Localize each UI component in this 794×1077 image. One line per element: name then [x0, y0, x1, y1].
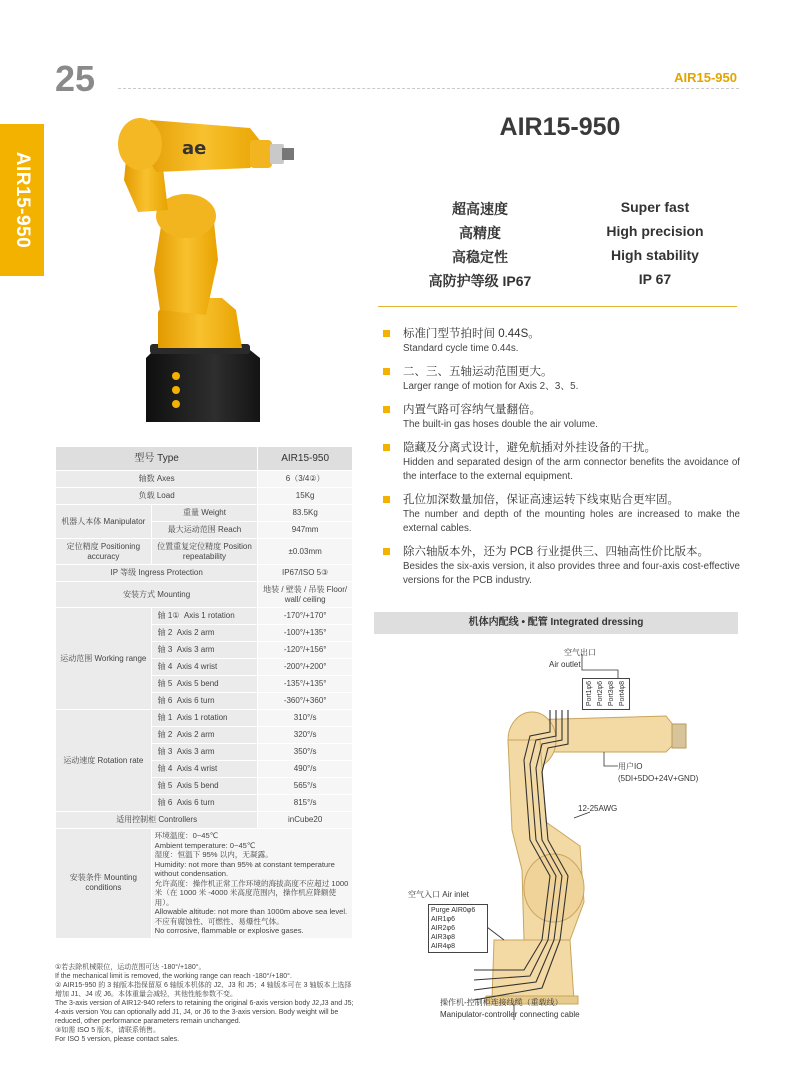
- row-value: 350°/s: [258, 744, 353, 761]
- inlet-label: Purge AIR0φ6: [431, 907, 476, 914]
- row-label: 重量 Weight: [151, 505, 258, 522]
- axis-cn: 轴 1①: [157, 611, 180, 620]
- row-value: IP67/ISO 5③: [258, 565, 353, 582]
- bullet-cn: 孔位加深数量加倍，保证高速运转下线束贴合更牢固。: [403, 494, 679, 506]
- axis-cell: [151, 727, 258, 744]
- footnote-line: The 3-axis version of AIR12-940 refers to retaining the original 6-axis version body J2,J3 and J5; 4-axis version You can optionally add J1, J4, or J6 to the 3-axis version. Body weight will be reduced, other performance parameters remain unchanged.: [55, 1000, 354, 1025]
- axis-cell: [151, 608, 258, 625]
- bullet-cn: 内置气路可容纳气量翻倍。: [403, 404, 541, 416]
- axis-en: Axis 3 arm: [176, 747, 215, 756]
- feature-cn: 高稳定性: [452, 249, 508, 265]
- axis-en: Axis 6 turn: [176, 798, 215, 807]
- row-value: -135°/+135°: [258, 676, 353, 693]
- port-label: Port3φ8: [608, 681, 615, 707]
- feature-en: High precision: [606, 223, 704, 239]
- axis-en: Axis 2 arm: [176, 730, 215, 739]
- row-value: ±0.03mm: [258, 539, 353, 565]
- port-label: Port2φ6: [597, 681, 604, 707]
- bullet-en: Standard cycle time 0.44s.: [403, 343, 519, 354]
- row-label: 负载 Load: [56, 488, 258, 505]
- bullet-en: Hidden and separated design of the arm connector benefits the avoidance of the interface to the external equipment.: [403, 457, 740, 482]
- row-value: -170°/+170°: [258, 608, 353, 625]
- axis-cn: 轴 3: [157, 645, 173, 654]
- table-row: [56, 829, 353, 939]
- inlet-box: [428, 904, 488, 953]
- axis-cell: [151, 710, 258, 727]
- condition-line: No corrosive, flammable or explosive gases.: [154, 926, 304, 935]
- axis-cn: 轴 5: [157, 781, 173, 790]
- table-row: [56, 582, 353, 608]
- product-title: AIR15-950: [499, 113, 621, 141]
- table-header-value: AIR15-950: [258, 447, 353, 471]
- condition-line: 湿度：恒温下 95% 以内，无凝露。: [154, 850, 273, 859]
- bullet-marker: [383, 496, 390, 503]
- axis-cn: 轴 6: [157, 798, 173, 807]
- bullet-cn: 二、三、五轴运动范围更大。: [403, 366, 553, 378]
- axis-cn: 轴 2: [157, 730, 173, 739]
- row-label: IP 等级 Ingress Protection: [56, 565, 258, 582]
- axis-en: Axis 5 bend: [176, 679, 219, 688]
- row-label: 最大运动范围 Reach: [151, 522, 258, 539]
- axis-cell: [151, 676, 258, 693]
- bullet-item: [378, 492, 740, 536]
- axis-en: Axis 4 wrist: [176, 764, 218, 773]
- axis-cell: [151, 778, 258, 795]
- axis-en: Axis 5 bend: [176, 781, 219, 790]
- axis-cell: [151, 744, 258, 761]
- feature-divider: [378, 306, 737, 307]
- bullet-marker: [383, 330, 390, 337]
- axis-en: Axis 1 rotation: [183, 611, 235, 620]
- feature-bullets: [378, 326, 740, 596]
- bullet-en: The built-in gas hoses double the air volume.: [403, 419, 598, 430]
- row-label: 安装方式 Mounting: [56, 582, 258, 608]
- row-value: -360°/+360°: [258, 693, 353, 710]
- cable-label-en: Manipulator-controller connecting cable: [440, 1010, 580, 1019]
- feature-en: Super fast: [620, 199, 690, 215]
- bullet-marker: [383, 406, 390, 413]
- bullet-item: [378, 364, 740, 394]
- inlet-label: AIR4φ8: [431, 943, 455, 950]
- row-label: 适用控制柜 Controllers: [56, 812, 258, 829]
- table-row: [56, 608, 353, 625]
- table-header-label: 型号 Type: [56, 447, 258, 471]
- inlet-label: AIR1φ6: [431, 916, 455, 923]
- air-inlet-label: 空气入口 Air inlet: [408, 890, 469, 899]
- group-label: 机器人本体 Manipulator: [56, 505, 152, 539]
- table-row: [56, 565, 353, 582]
- axis-en: Axis 2 arm: [176, 628, 215, 637]
- axis-cn: 轴 3: [157, 747, 173, 756]
- awg-label: 12-25AWG: [578, 804, 618, 813]
- port-label: Port1φ6: [586, 681, 593, 707]
- condition-line: Allowable altitude: not more than 1000m above sea level.: [154, 907, 348, 916]
- footnote-line: ①若去除机械限位，运动范围可达 -180°/+180°。: [55, 964, 206, 971]
- axis-cn: 轴 6: [157, 696, 173, 705]
- axis-cn: 轴 4: [157, 662, 173, 671]
- port-label: Port4φ8: [619, 681, 626, 707]
- bullet-en: Besides the six-axis version, it also provides three and four-axis cost-effective versions for the PCB industry.: [403, 561, 740, 586]
- bullet-item: [378, 326, 740, 356]
- table-row: [56, 471, 353, 488]
- axis-cell: [151, 642, 258, 659]
- axis-cell: [151, 761, 258, 778]
- row-value: 815°/s: [258, 795, 353, 812]
- air-outlet-en: Air outlet: [549, 660, 581, 669]
- feature-cn: 高精度: [459, 225, 501, 241]
- row-value: 15Kg: [258, 488, 353, 505]
- group-label: 安装条件 Mounting conditions: [56, 829, 152, 939]
- axis-cn: 轴 5: [157, 679, 173, 688]
- group-label: 定位精度 Positioning accuracy: [56, 539, 152, 565]
- footnote-line: ③如需 ISO 5 版本，请联系销售。: [55, 1027, 161, 1034]
- row-value: -120°/+156°: [258, 642, 353, 659]
- table-row: [56, 812, 353, 829]
- header-divider: [118, 88, 739, 89]
- row-value: 947mm: [258, 522, 353, 539]
- spec-table: [55, 446, 353, 939]
- row-value: -100°/+135°: [258, 625, 353, 642]
- row-label: 轴数 Axes: [56, 471, 258, 488]
- row-value: 320°/s: [258, 727, 353, 744]
- page-number: 25: [55, 58, 96, 99]
- robot-arm-image: [110, 110, 320, 430]
- axis-cell: [151, 795, 258, 812]
- cable-label-cn: 操作机-控制柜连接线缆（重载线）: [440, 998, 563, 1007]
- table-row: [56, 488, 353, 505]
- group-label: 运动速度 Rotation rate: [56, 710, 152, 812]
- bullet-item: [378, 544, 740, 588]
- footnote-line: If the mechanical limit is removed, the working range can reach -180°/+180°.: [55, 973, 292, 980]
- axis-cell: [151, 693, 258, 710]
- bullet-cn: 除六轴版本外，还为 PCB 行业提供三、四轴高性价比版本。: [403, 546, 710, 558]
- feature-cn: 超高速度: [452, 201, 508, 217]
- bullet-cn: 隐藏及分离式设计，避免航插对外挂设备的干扰。: [403, 442, 656, 454]
- bullet-en: The number and depth of the mounting holes are increased to make the external cables.: [403, 509, 740, 534]
- condition-line: Humidity: not more than 95% at constant temperature without condensation.: [154, 859, 335, 878]
- footnote-line: ② AIR15-950 的 3 轴版本指保留原 6 轴版本机体的 J2、J3 和 J5；4 轴版本可在 3 轴版本上选择增加 J1、J4 或 J6。本体重量会减轻，其他性能参数不变。: [55, 982, 352, 998]
- svg-text:ae: ae: [182, 138, 207, 159]
- header-model-name: AIR15-950: [674, 70, 737, 85]
- bullet-marker: [383, 444, 390, 451]
- footnotes: [55, 963, 355, 1044]
- table-row: [56, 539, 353, 565]
- dressing-header: 机体内配线 • 配管 Integrated dressing: [374, 612, 738, 634]
- axis-cn: 轴 1: [157, 713, 173, 722]
- table-header-row: [56, 447, 353, 471]
- axis-en: Axis 4 wrist: [176, 662, 218, 671]
- axis-cell: [151, 625, 258, 642]
- table-row: [56, 505, 353, 522]
- row-value: inCube20: [258, 812, 353, 829]
- bullet-item: [378, 440, 740, 484]
- conditions-cell: [151, 829, 352, 939]
- feature-cn: 高防护等级 IP67: [428, 273, 532, 289]
- condition-line: 允许高度：操作机正常工作环境的海拔高度不应超过 1000 米（在 1000 米 -4000 米高度范围内，操作机应降额使用）。: [154, 878, 349, 907]
- condition-line: Ambient temperature: 0~45℃: [154, 840, 256, 850]
- row-value: 565°/s: [258, 778, 353, 795]
- axis-en: Axis 6 turn: [176, 696, 215, 705]
- air-outlet-cn: 空气出口: [564, 648, 596, 657]
- side-tab-label: AIR15-950: [12, 151, 33, 249]
- bullet-en: Larger range of motion for Axis 2、3、5.: [403, 381, 579, 392]
- bullet-item: [378, 402, 740, 432]
- group-label: 运动范围 Working range: [56, 608, 152, 710]
- dressing-diagram: [374, 640, 738, 1040]
- feature-en: High stability: [611, 247, 699, 263]
- inlet-label: AIR2φ6: [431, 925, 455, 932]
- bullet-cn: 标准门型节拍时间 0.44S。: [403, 328, 540, 340]
- port-box: [582, 678, 630, 710]
- axis-cn: 轴 4: [157, 764, 173, 773]
- table-row: [56, 710, 353, 727]
- footnote-line: For ISO 5 version, please contact sales.: [55, 1036, 180, 1043]
- condition-line: 不应有腐蚀性、可燃性、易爆性气体。: [154, 916, 284, 926]
- row-value: 83.5Kg: [258, 505, 353, 522]
- axis-cell: [151, 659, 258, 676]
- user-io-detail: (5DI+5DO+24V+GND): [618, 774, 699, 783]
- row-value: 6（3/4②）: [258, 471, 353, 488]
- axis-cn: 轴 2: [157, 628, 173, 637]
- axis-en: Axis 1 rotation: [176, 713, 228, 722]
- bullet-marker: [383, 548, 390, 555]
- user-io-label: 用户IO: [618, 762, 643, 771]
- bullet-marker: [383, 368, 390, 375]
- condition-line: 环境温度：0~45℃: [154, 831, 219, 840]
- row-value: 490°/s: [258, 761, 353, 778]
- axis-en: Axis 3 arm: [176, 645, 215, 654]
- row-label: 位置重复定位精度 Position repeatability: [151, 539, 258, 565]
- dressing-robot-drawing: [374, 640, 738, 1040]
- row-value: 地装 / 壁装 / 吊装 Floor/ wall/ ceiling: [258, 582, 353, 608]
- inlet-label: AIR3φ8: [431, 934, 455, 941]
- row-value: -200°/+200°: [258, 659, 353, 676]
- feature-en: IP 67: [638, 271, 672, 287]
- row-value: 310°/s: [258, 710, 353, 727]
